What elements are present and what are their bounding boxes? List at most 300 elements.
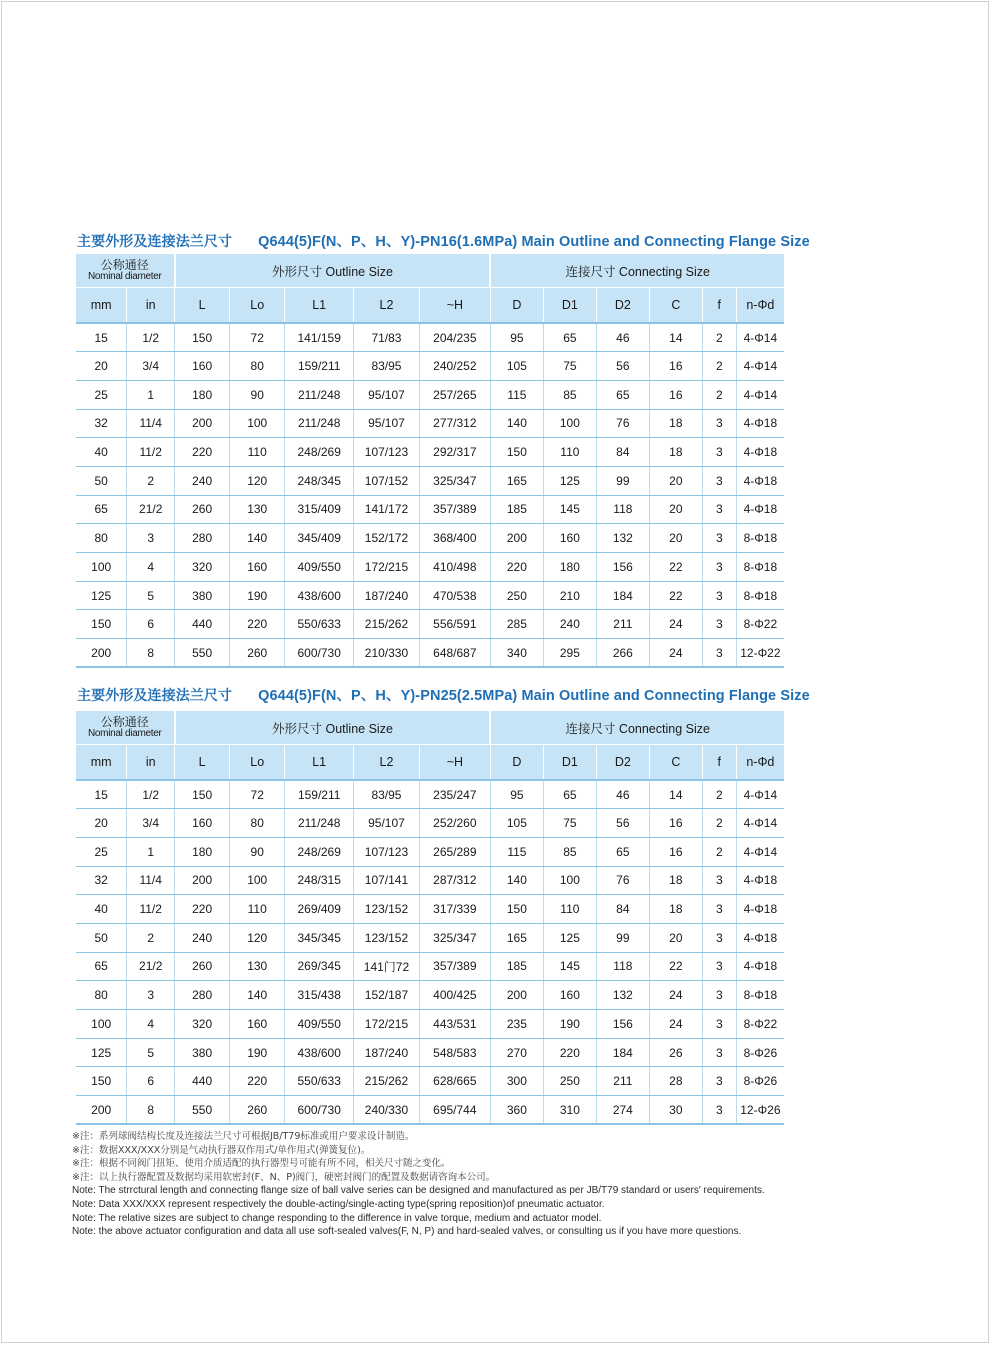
table-cell: 65 bbox=[76, 495, 127, 524]
table-cell: 100 bbox=[230, 866, 285, 895]
table-cell: 24 bbox=[649, 1010, 702, 1039]
column-header: D1 bbox=[543, 288, 596, 324]
table-cell: 269/409 bbox=[285, 895, 354, 924]
table-cell: 443/531 bbox=[419, 1010, 490, 1039]
table-cell: 190 bbox=[230, 1038, 285, 1067]
table-cell: 20 bbox=[649, 524, 702, 553]
table-cell: 210/330 bbox=[354, 639, 420, 668]
table-cell: 180 bbox=[543, 553, 596, 582]
table-cell: 550 bbox=[175, 639, 230, 668]
table-cell: 8-Φ26 bbox=[736, 1067, 784, 1096]
column-header: f bbox=[702, 288, 736, 324]
table-cell: 340 bbox=[490, 639, 543, 668]
table-cell: 1/2 bbox=[127, 323, 175, 352]
table-cell: 100 bbox=[76, 553, 127, 582]
column-header: L bbox=[175, 288, 230, 324]
table-cell: 470/538 bbox=[419, 581, 490, 610]
table-cell: 25 bbox=[76, 837, 127, 866]
flange-size-table-pn16 bbox=[76, 254, 784, 668]
table-cell: 280 bbox=[175, 524, 230, 553]
table-cell: 200 bbox=[490, 524, 543, 553]
table-cell: 65 bbox=[543, 323, 596, 352]
table-cell: 315/438 bbox=[285, 981, 354, 1010]
table-cell: 83/95 bbox=[354, 352, 420, 381]
table-cell: 80 bbox=[76, 981, 127, 1010]
table-cell: 3 bbox=[702, 553, 736, 582]
table-row bbox=[76, 1067, 784, 1096]
table-cell: 360 bbox=[490, 1096, 543, 1125]
table-cell: 4-Φ18 bbox=[736, 895, 784, 924]
table-cell: 8-Φ18 bbox=[736, 981, 784, 1010]
table-cell: 550/633 bbox=[285, 1067, 354, 1096]
table-cell: 76 bbox=[596, 409, 649, 438]
table-cell: 204/235 bbox=[419, 323, 490, 352]
table-cell: 110 bbox=[230, 438, 285, 467]
table-row bbox=[76, 610, 784, 639]
table-cell: 21/2 bbox=[127, 952, 175, 981]
table-cell: 4-Φ18 bbox=[736, 923, 784, 952]
table-cell: 3 bbox=[702, 895, 736, 924]
table-cell: 266 bbox=[596, 639, 649, 668]
table-cell: 16 bbox=[649, 837, 702, 866]
table-cell: 20 bbox=[649, 495, 702, 524]
table-cell: 12-Φ26 bbox=[736, 1096, 784, 1125]
table-cell: 20 bbox=[649, 466, 702, 495]
table-row bbox=[76, 553, 784, 582]
column-header: L1 bbox=[285, 288, 354, 324]
table-cell: 72 bbox=[230, 780, 285, 809]
table-cell: 18 bbox=[649, 866, 702, 895]
table-cell: 140 bbox=[230, 524, 285, 553]
table-cell: 3 bbox=[702, 409, 736, 438]
section-title-pn25 bbox=[77, 684, 897, 704]
table-cell: 260 bbox=[230, 639, 285, 668]
table-cell: 184 bbox=[596, 1038, 649, 1067]
table-cell: 265/289 bbox=[419, 837, 490, 866]
table-cell: 187/240 bbox=[354, 581, 420, 610]
table-row bbox=[76, 923, 784, 952]
table-cell: 56 bbox=[596, 352, 649, 381]
table-cell: 380 bbox=[175, 581, 230, 610]
note-en: Note: the above actuator configuration and data all use soft-sealed valves(F, N, P) and hard-sealed valves, or consulting us if you have more questions. bbox=[72, 1226, 742, 1238]
table-row bbox=[76, 981, 784, 1010]
note-en: Note: Data XXX/XXX represent respectively the double-acting/single-acting type(spring reposition)of pneumatic actuator. bbox=[72, 1198, 605, 1210]
table-cell: 248/315 bbox=[285, 866, 354, 895]
table-cell: 32 bbox=[76, 409, 127, 438]
table-cell: 32 bbox=[76, 866, 127, 895]
table-row bbox=[76, 837, 784, 866]
table-cell: 252/260 bbox=[419, 809, 490, 838]
table-cell: 8-Φ22 bbox=[736, 1010, 784, 1039]
table-cell: 190 bbox=[230, 581, 285, 610]
table-cell: 185 bbox=[490, 952, 543, 981]
table-cell: 65 bbox=[596, 380, 649, 409]
table-cell: 16 bbox=[649, 380, 702, 409]
table-cell: 648/687 bbox=[419, 639, 490, 668]
table-cell: 83/95 bbox=[354, 780, 420, 809]
table-cell: 210 bbox=[543, 581, 596, 610]
table-cell: 440 bbox=[175, 610, 230, 639]
table-cell: 220 bbox=[490, 553, 543, 582]
table-cell: 248/269 bbox=[285, 837, 354, 866]
table-cell: 46 bbox=[596, 323, 649, 352]
table-cell: 257/265 bbox=[419, 380, 490, 409]
nominal-diameter-header: 公称通径 Nominal diameter bbox=[76, 254, 175, 288]
column-header-row bbox=[76, 745, 784, 781]
table-cell: 4-Φ18 bbox=[736, 952, 784, 981]
table-cell: 130 bbox=[230, 952, 285, 981]
table-cell: 71/83 bbox=[354, 323, 420, 352]
outline-size-header: 外形尺寸 Outline Size bbox=[175, 711, 491, 745]
table-cell: 50 bbox=[76, 923, 127, 952]
table-cell: 6 bbox=[127, 610, 175, 639]
column-header: n-Φd bbox=[736, 288, 784, 324]
table-cell: 20 bbox=[76, 809, 127, 838]
section-title-pn16 bbox=[77, 230, 897, 250]
table-cell: 65 bbox=[543, 780, 596, 809]
table-cell: 150 bbox=[175, 780, 230, 809]
table-body bbox=[76, 780, 784, 1124]
table-cell: 5 bbox=[127, 1038, 175, 1067]
table-cell: 200 bbox=[76, 1096, 127, 1125]
column-header: C bbox=[649, 288, 702, 324]
table-cell: 150 bbox=[76, 1067, 127, 1096]
table-cell: 357/389 bbox=[419, 952, 490, 981]
table-cell: 220 bbox=[175, 895, 230, 924]
table-cell: 75 bbox=[543, 352, 596, 381]
table-cell: 3 bbox=[702, 952, 736, 981]
table-cell: 159/211 bbox=[285, 352, 354, 381]
table-row bbox=[76, 438, 784, 467]
table-cell: 548/583 bbox=[419, 1038, 490, 1067]
column-header: D1 bbox=[543, 745, 596, 781]
table-cell: 156 bbox=[596, 553, 649, 582]
table-cell: 280 bbox=[175, 981, 230, 1010]
column-header: D bbox=[490, 745, 543, 781]
column-header: Lo bbox=[230, 288, 285, 324]
column-header: mm bbox=[76, 288, 127, 324]
table-cell: 99 bbox=[596, 466, 649, 495]
table-cell: 8 bbox=[127, 639, 175, 668]
table-cell: 152/187 bbox=[354, 981, 420, 1010]
table-cell: 22 bbox=[649, 952, 702, 981]
table-row bbox=[76, 581, 784, 610]
table-cell: 107/123 bbox=[354, 837, 420, 866]
table-cell: 248/269 bbox=[285, 438, 354, 467]
table-cell: 145 bbox=[543, 952, 596, 981]
table-row bbox=[76, 639, 784, 668]
table-cell: 409/550 bbox=[285, 1010, 354, 1039]
table-cell: 123/152 bbox=[354, 895, 420, 924]
table-cell: 4-Φ14 bbox=[736, 352, 784, 381]
table-cell: 550/633 bbox=[285, 610, 354, 639]
table-cell: 115 bbox=[490, 837, 543, 866]
table-cell: 65 bbox=[596, 837, 649, 866]
table-cell: 11/2 bbox=[127, 438, 175, 467]
table-cell: 438/600 bbox=[285, 581, 354, 610]
table-cell: 8-Φ26 bbox=[736, 1038, 784, 1067]
table-cell: 320 bbox=[175, 553, 230, 582]
table-cell: 85 bbox=[543, 380, 596, 409]
table-cell: 600/730 bbox=[285, 1096, 354, 1125]
table-cell: 132 bbox=[596, 524, 649, 553]
nominal-diameter-header: 公称通径 Nominal diameter bbox=[76, 711, 175, 745]
table-cell: 380 bbox=[175, 1038, 230, 1067]
table-row bbox=[76, 866, 784, 895]
table-cell: 141/159 bbox=[285, 323, 354, 352]
table-cell: 3/4 bbox=[127, 809, 175, 838]
table-row bbox=[76, 780, 784, 809]
table-cell: 26 bbox=[649, 1038, 702, 1067]
table-cell: 125 bbox=[543, 923, 596, 952]
table-cell: 20 bbox=[649, 923, 702, 952]
table-cell: 130 bbox=[230, 495, 285, 524]
table-cell: 110 bbox=[543, 895, 596, 924]
table-cell: 165 bbox=[490, 466, 543, 495]
table-cell: 152/172 bbox=[354, 524, 420, 553]
table-cell: 99 bbox=[596, 923, 649, 952]
flange-size-table-pn25 bbox=[76, 711, 784, 1125]
table-cell: 141门72 bbox=[354, 952, 420, 981]
table-cell: 4-Φ14 bbox=[736, 809, 784, 838]
column-header: D2 bbox=[596, 745, 649, 781]
table-cell: 292/317 bbox=[419, 438, 490, 467]
table-row bbox=[76, 809, 784, 838]
table-cell: 260 bbox=[175, 495, 230, 524]
table-cell: 1 bbox=[127, 837, 175, 866]
table-cell: 3 bbox=[702, 1010, 736, 1039]
table-cell: 8-Φ18 bbox=[736, 581, 784, 610]
table-cell: 3 bbox=[702, 1038, 736, 1067]
table-cell: 277/312 bbox=[419, 409, 490, 438]
column-header: D2 bbox=[596, 288, 649, 324]
table-cell: 211 bbox=[596, 1067, 649, 1096]
table-row bbox=[76, 1038, 784, 1067]
table-cell: 11/4 bbox=[127, 866, 175, 895]
table-cell: 3 bbox=[702, 466, 736, 495]
table-cell: 150 bbox=[175, 323, 230, 352]
table-cell: 184 bbox=[596, 581, 649, 610]
table-cell: 295 bbox=[543, 639, 596, 668]
table-cell: 1/2 bbox=[127, 780, 175, 809]
table-cell: 100 bbox=[543, 866, 596, 895]
table-cell: 160 bbox=[230, 553, 285, 582]
table-cell: 15 bbox=[76, 780, 127, 809]
table-body bbox=[76, 323, 784, 667]
table-cell: 100 bbox=[76, 1010, 127, 1039]
column-header: f bbox=[702, 745, 736, 781]
table-cell: 317/339 bbox=[419, 895, 490, 924]
table-cell: 250 bbox=[543, 1067, 596, 1096]
table-cell: 95 bbox=[490, 323, 543, 352]
table-cell: 8-Φ18 bbox=[736, 553, 784, 582]
table-cell: 107/123 bbox=[354, 438, 420, 467]
section-title-zh: 主要外形及连接法兰尺寸 bbox=[77, 234, 233, 250]
table-row bbox=[76, 466, 784, 495]
table-cell: 40 bbox=[76, 438, 127, 467]
table-cell: 240 bbox=[175, 466, 230, 495]
table-row bbox=[76, 524, 784, 553]
column-header: in bbox=[127, 288, 175, 324]
table-cell: 211 bbox=[596, 610, 649, 639]
table-cell: 190 bbox=[543, 1010, 596, 1039]
table-cell: 118 bbox=[596, 495, 649, 524]
table-cell: 6 bbox=[127, 1067, 175, 1096]
table-cell: 24 bbox=[649, 981, 702, 1010]
notes bbox=[72, 1130, 932, 1239]
table-cell: 95/107 bbox=[354, 809, 420, 838]
table-cell: 4-Φ14 bbox=[736, 380, 784, 409]
table-cell: 2 bbox=[702, 352, 736, 381]
table-cell: 2 bbox=[702, 380, 736, 409]
table-cell: 240 bbox=[543, 610, 596, 639]
table-cell: 215/262 bbox=[354, 610, 420, 639]
table-cell: 220 bbox=[543, 1038, 596, 1067]
table-cell: 150 bbox=[490, 438, 543, 467]
table-cell: 235 bbox=[490, 1010, 543, 1039]
table-cell: 345/345 bbox=[285, 923, 354, 952]
outline-size-header: 外形尺寸 Outline Size bbox=[175, 254, 491, 288]
table-cell: 105 bbox=[490, 809, 543, 838]
table-cell: 260 bbox=[230, 1096, 285, 1125]
table-cell: 3 bbox=[702, 1067, 736, 1096]
note-zh: ※注：数据XXX/XXX分别是气动执行器双作用式/单作用式(弹簧复位)。 bbox=[72, 1144, 371, 1156]
table-cell: 8-Φ18 bbox=[736, 524, 784, 553]
table-cell: 80 bbox=[230, 352, 285, 381]
column-header: Lo bbox=[230, 745, 285, 781]
table-cell: 345/409 bbox=[285, 524, 354, 553]
table-cell: 120 bbox=[230, 466, 285, 495]
table-cell: 65 bbox=[76, 952, 127, 981]
table-cell: 3 bbox=[702, 866, 736, 895]
table-cell: 110 bbox=[543, 438, 596, 467]
table-cell: 2 bbox=[702, 837, 736, 866]
table-cell: 56 bbox=[596, 809, 649, 838]
table-cell: 160 bbox=[175, 352, 230, 381]
table-cell: 160 bbox=[175, 809, 230, 838]
table-cell: 270 bbox=[490, 1038, 543, 1067]
table-cell: 240/330 bbox=[354, 1096, 420, 1125]
table-row bbox=[76, 952, 784, 981]
column-header: in bbox=[127, 745, 175, 781]
table-cell: 180 bbox=[175, 837, 230, 866]
table-cell: 695/744 bbox=[419, 1096, 490, 1125]
column-header: mm bbox=[76, 745, 127, 781]
column-header: D bbox=[490, 288, 543, 324]
table-cell: 3 bbox=[127, 524, 175, 553]
table-cell: 250 bbox=[490, 581, 543, 610]
table-cell: 3 bbox=[702, 639, 736, 668]
table-cell: 325/347 bbox=[419, 923, 490, 952]
table-cell: 20 bbox=[76, 352, 127, 381]
table-cell: 22 bbox=[649, 581, 702, 610]
table-cell: 3 bbox=[702, 438, 736, 467]
table-row bbox=[76, 380, 784, 409]
table-cell: 46 bbox=[596, 780, 649, 809]
table-cell: 100 bbox=[230, 409, 285, 438]
table-cell: 220 bbox=[175, 438, 230, 467]
table-cell: 628/665 bbox=[419, 1067, 490, 1096]
table-cell: 3 bbox=[127, 981, 175, 1010]
table-cell: 140 bbox=[490, 409, 543, 438]
table-cell: 105 bbox=[490, 352, 543, 381]
table-cell: 310 bbox=[543, 1096, 596, 1125]
connecting-size-header: 连接尺寸 Connecting Size bbox=[490, 711, 784, 745]
table-cell: 141/172 bbox=[354, 495, 420, 524]
table-cell: 4-Φ18 bbox=[736, 438, 784, 467]
table-cell: 30 bbox=[649, 1096, 702, 1125]
table-cell: 28 bbox=[649, 1067, 702, 1096]
table-row bbox=[76, 352, 784, 381]
table-cell: 18 bbox=[649, 409, 702, 438]
table-cell: 107/141 bbox=[354, 866, 420, 895]
table-cell: 220 bbox=[230, 610, 285, 639]
table-cell: 215/262 bbox=[354, 1067, 420, 1096]
table-row bbox=[76, 495, 784, 524]
table-cell: 285 bbox=[490, 610, 543, 639]
table-cell: 211/248 bbox=[285, 409, 354, 438]
table-cell: 3 bbox=[702, 495, 736, 524]
table-cell: 120 bbox=[230, 923, 285, 952]
table-cell: 159/211 bbox=[285, 780, 354, 809]
section-title-en: Q644(5)F(N、P、H、Y)-PN16(1.6MPa) Main Outline and Connecting Flange Size bbox=[258, 234, 810, 250]
table-cell: 2 bbox=[702, 809, 736, 838]
note-zh: ※注：以上执行器配置及数据均采用软密封(F、N、P)阀门，硬密封阀门的配置及数据请咨询本公司。 bbox=[72, 1171, 496, 1183]
table-cell: 4-Φ18 bbox=[736, 409, 784, 438]
table-cell: 18 bbox=[649, 895, 702, 924]
table-cell: 200 bbox=[175, 866, 230, 895]
table-cell: 4-Φ14 bbox=[736, 780, 784, 809]
table-cell: 556/591 bbox=[419, 610, 490, 639]
table-cell: 357/389 bbox=[419, 495, 490, 524]
table-cell: 14 bbox=[649, 780, 702, 809]
table-cell: 185 bbox=[490, 495, 543, 524]
table-cell: 150 bbox=[76, 610, 127, 639]
table-cell: 76 bbox=[596, 866, 649, 895]
table-row bbox=[76, 409, 784, 438]
table-cell: 2 bbox=[127, 466, 175, 495]
table-cell: 80 bbox=[76, 524, 127, 553]
table-cell: 4-Φ18 bbox=[736, 466, 784, 495]
table-cell: 107/152 bbox=[354, 466, 420, 495]
table-cell: 600/730 bbox=[285, 639, 354, 668]
table-cell: 3 bbox=[702, 1096, 736, 1125]
table-cell: 409/550 bbox=[285, 553, 354, 582]
table-cell: 3 bbox=[702, 524, 736, 553]
table-cell: 22 bbox=[649, 553, 702, 582]
table-cell: 160 bbox=[543, 524, 596, 553]
table-cell: 145 bbox=[543, 495, 596, 524]
section-title-en: Q644(5)F(N、P、H、Y)-PN25(2.5MPa) Main Outline and Connecting Flange Size bbox=[258, 688, 810, 704]
table-cell: 368/400 bbox=[419, 524, 490, 553]
table-cell: 240/252 bbox=[419, 352, 490, 381]
table-cell: 8-Φ22 bbox=[736, 610, 784, 639]
table-cell: 4-Φ18 bbox=[736, 866, 784, 895]
table-cell: 115 bbox=[490, 380, 543, 409]
table-cell: 84 bbox=[596, 895, 649, 924]
table-cell: 125 bbox=[76, 581, 127, 610]
table-cell: 75 bbox=[543, 809, 596, 838]
table-cell: 24 bbox=[649, 639, 702, 668]
table-cell: 3 bbox=[702, 923, 736, 952]
table-cell: 550 bbox=[175, 1096, 230, 1125]
column-header: ~H bbox=[419, 288, 490, 324]
table-cell: 8 bbox=[127, 1096, 175, 1125]
table-cell: 25 bbox=[76, 380, 127, 409]
table-cell: 325/347 bbox=[419, 466, 490, 495]
table-cell: 3 bbox=[702, 610, 736, 639]
table-cell: 187/240 bbox=[354, 1038, 420, 1067]
